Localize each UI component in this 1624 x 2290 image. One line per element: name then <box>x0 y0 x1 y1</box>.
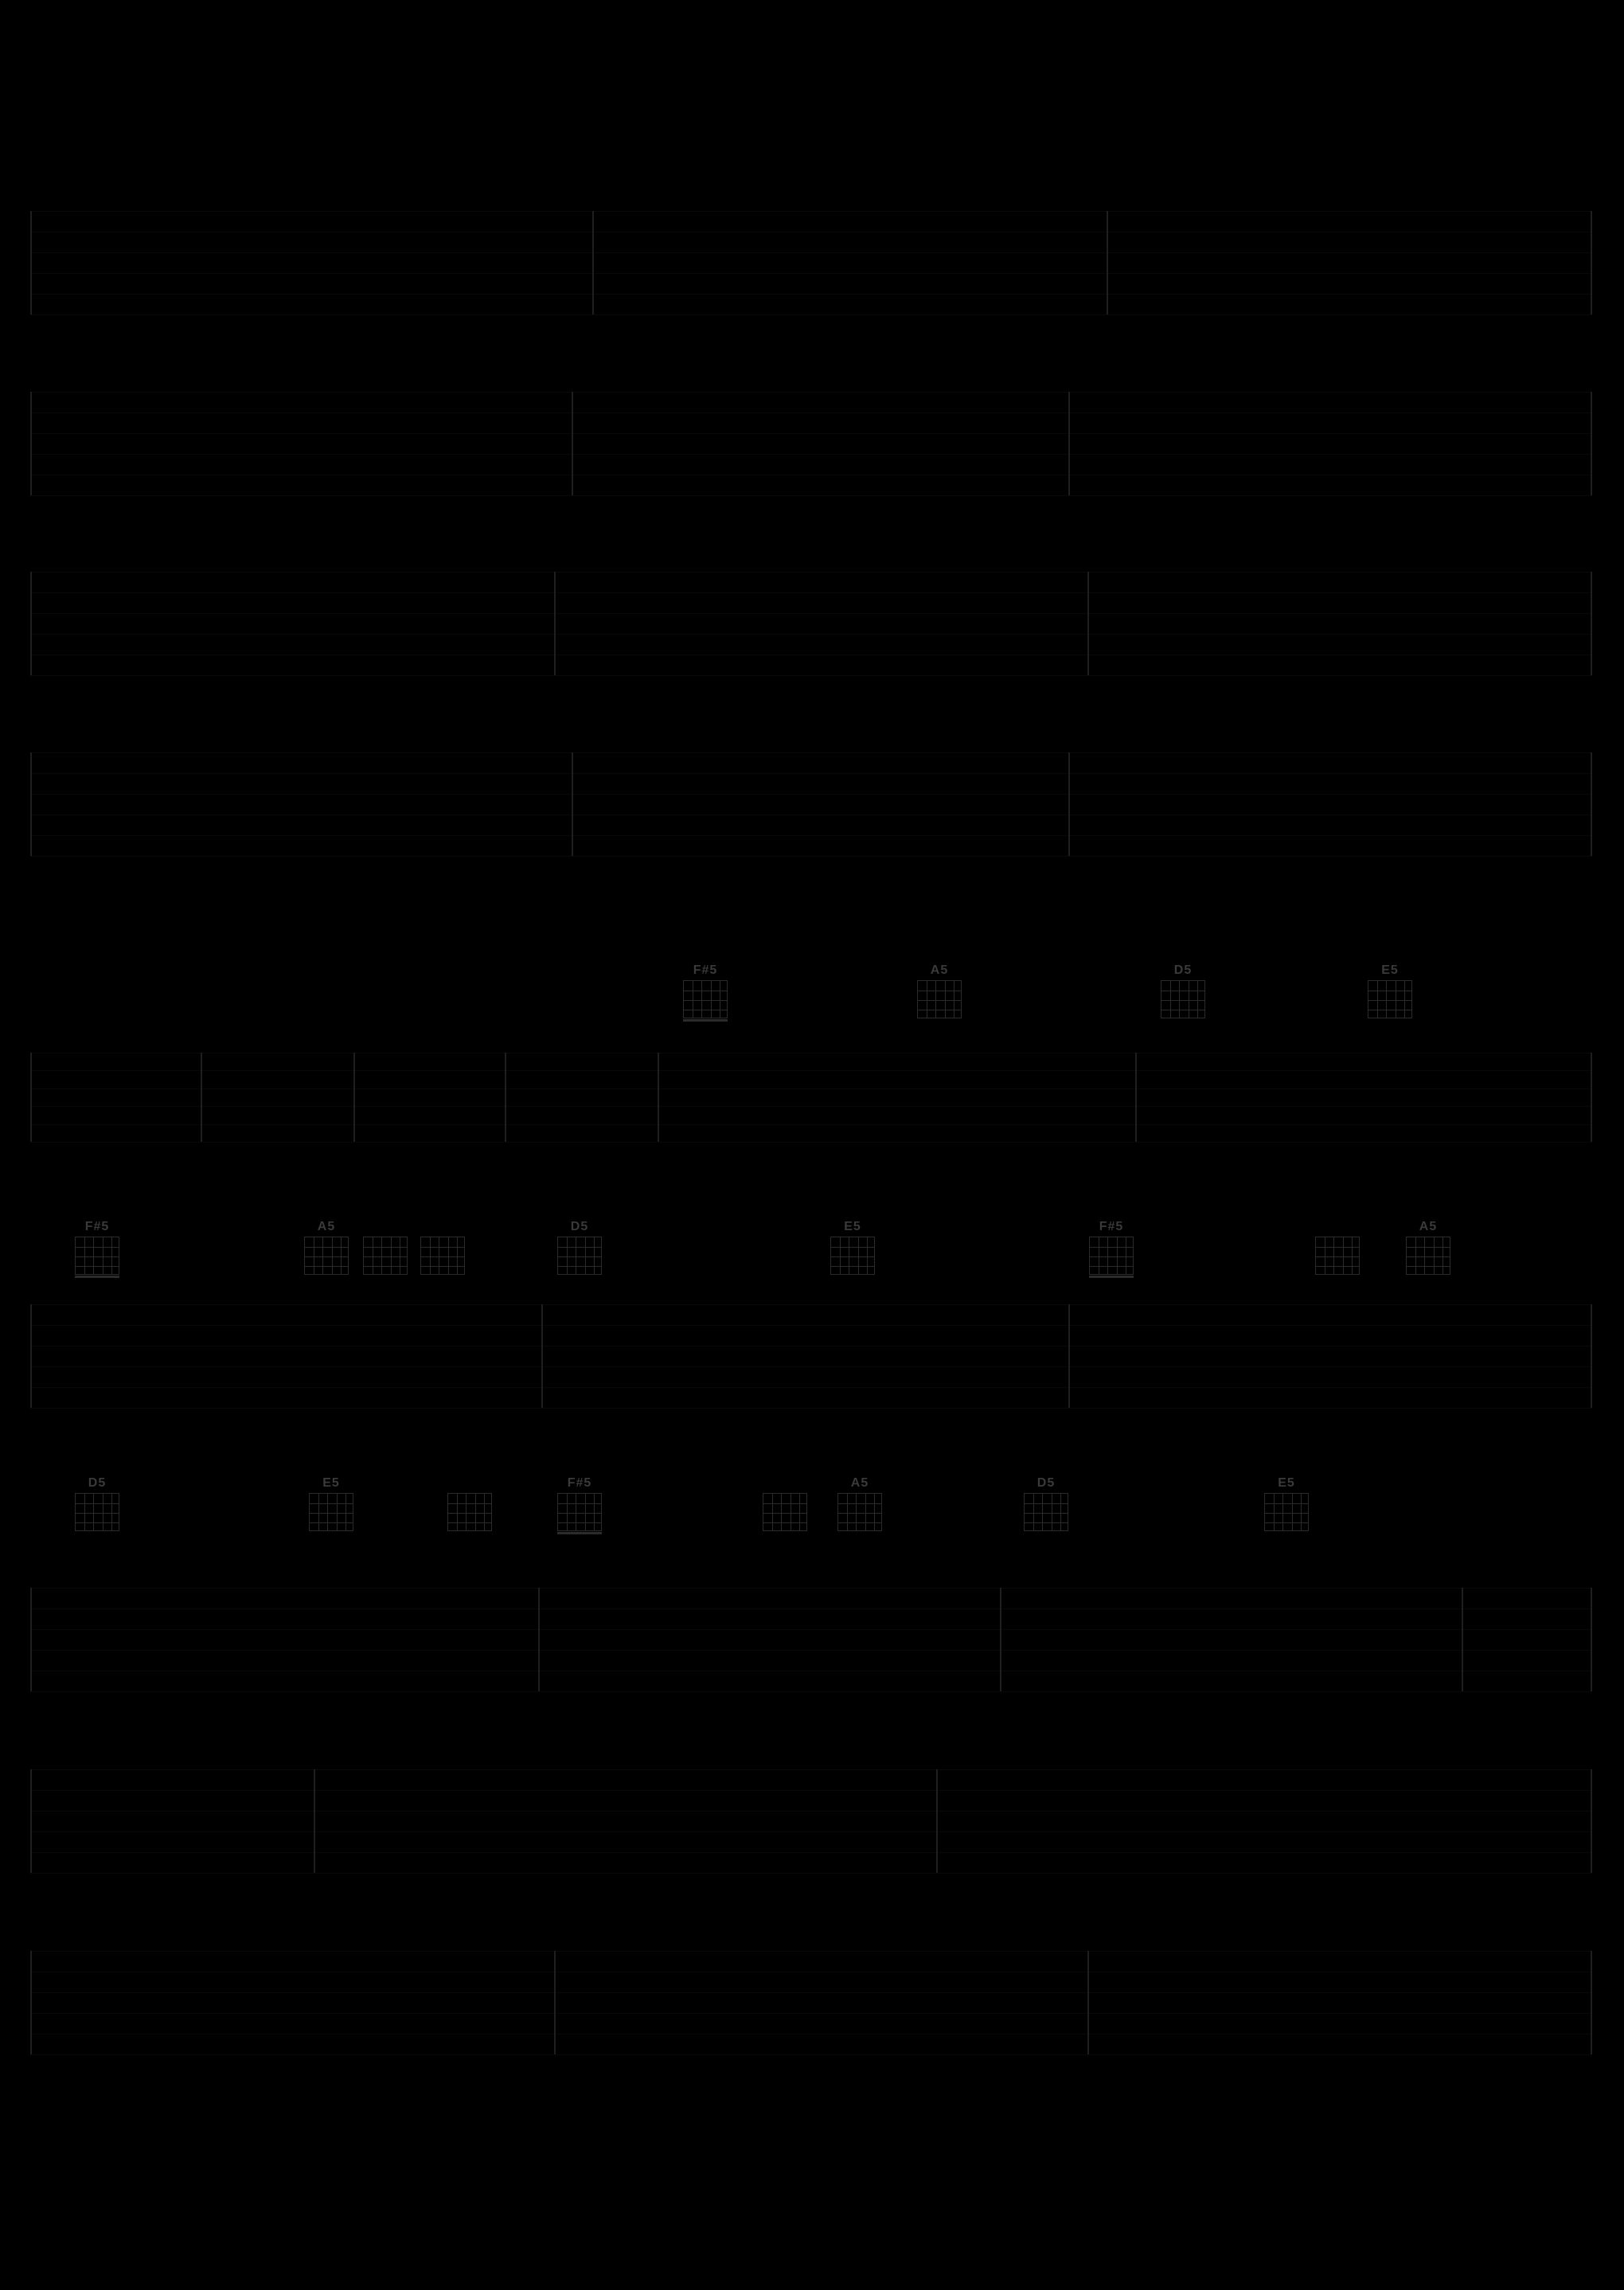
fret-string-line <box>111 1494 112 1530</box>
fret-string-line <box>1415 1237 1416 1274</box>
fret-wire-line <box>1368 1000 1411 1001</box>
fret-wire-line <box>310 1522 353 1523</box>
tab-string-line <box>30 1387 1592 1388</box>
barline <box>30 392 32 495</box>
fret-wire-line <box>448 1522 491 1523</box>
tab-string-line <box>30 592 1592 593</box>
chord-diagram-label: F#5 <box>567 1476 592 1490</box>
fret-string-line <box>430 1237 431 1274</box>
tab-string-line <box>30 2013 1592 2014</box>
chord-diagram <box>557 1476 602 1531</box>
fret-wire-line <box>310 1503 353 1504</box>
fret-string-line <box>327 1494 328 1530</box>
fret-wire-line <box>1316 1247 1359 1248</box>
fret-wire-line <box>1090 1256 1133 1257</box>
staff-system <box>0 572 1624 675</box>
fret-wire-line <box>448 1503 491 1504</box>
fret-wire-line <box>1407 1256 1450 1257</box>
fret-wire-line <box>1090 1266 1133 1267</box>
chord-diagram-label: E5 <box>322 1476 340 1490</box>
fret-string-line <box>701 981 702 1018</box>
chord-fretboard-grid <box>1368 980 1412 1018</box>
tab-string-line <box>30 794 1592 795</box>
fret-wire-line <box>1265 1503 1308 1504</box>
chord-diagram <box>683 963 728 1018</box>
fret-wire-line <box>1161 1000 1204 1001</box>
fret-wire-line <box>305 1266 348 1267</box>
fret-wire-line <box>838 1522 881 1523</box>
chord-diagram <box>363 1220 408 1275</box>
tab-string-line <box>30 1070 1592 1071</box>
chord-fretboard-grid <box>309 1493 353 1531</box>
tab-string-line <box>30 1106 1592 1107</box>
barline <box>538 1588 540 1691</box>
tab-string-line <box>30 1304 1592 1305</box>
tab-string-line <box>30 1691 1592 1692</box>
fret-wire-line <box>1407 1247 1450 1248</box>
fret-string-line <box>1274 1494 1275 1530</box>
fret-string-line <box>484 1494 485 1530</box>
fret-wire-line <box>421 1247 464 1248</box>
fret-string-line <box>847 1494 848 1530</box>
fret-string-line <box>945 981 946 1018</box>
chord-diagram <box>1406 1220 1450 1275</box>
barline <box>592 211 594 315</box>
barline <box>1107 211 1108 315</box>
tab-string-line <box>30 1992 1592 1993</box>
chord-fretboard-grid <box>1089 1237 1134 1275</box>
barline <box>1000 1588 1001 1691</box>
barline <box>1087 1951 1089 2054</box>
tab-string-line <box>30 2054 1592 2055</box>
chord-fretboard-grid <box>1406 1237 1450 1275</box>
fret-wire-line <box>1265 1522 1308 1523</box>
barline <box>658 1053 659 1142</box>
staff-system <box>0 1769 1624 1873</box>
chord-diagram <box>75 1476 119 1531</box>
fret-wire-line <box>305 1256 348 1257</box>
fret-wire-line <box>364 1247 407 1248</box>
fret-string-line <box>1301 1494 1302 1530</box>
fret-wire-line <box>558 1513 601 1514</box>
fret-string-line <box>585 1237 586 1274</box>
fret-string-line <box>318 1494 319 1530</box>
tab-string-line <box>30 211 1592 212</box>
fret-string-line <box>799 1494 800 1530</box>
tab-string-line <box>30 1088 1592 1089</box>
fret-string-line <box>84 1494 85 1530</box>
fret-wire-line <box>76 1522 119 1523</box>
staff-system <box>0 1588 1624 1691</box>
fret-wire-line <box>558 1256 601 1257</box>
barline <box>1135 1053 1137 1142</box>
chord-fretboard-grid <box>1264 1493 1309 1531</box>
tab-string-line <box>30 1769 1592 1770</box>
fret-string-line <box>781 1494 782 1530</box>
tab-string-line <box>30 1650 1592 1651</box>
chord-diagram-label: E5 <box>1381 963 1399 977</box>
chord-diagram <box>75 1220 119 1275</box>
chord-diagram <box>1368 963 1412 1018</box>
chord-diagram-label: D5 <box>1173 963 1193 977</box>
barline <box>1068 752 1070 856</box>
chord-diagram-label: A5 <box>1419 1220 1438 1233</box>
fret-wire-line <box>763 1513 806 1514</box>
tab-string-line <box>30 1790 1592 1791</box>
tab-string-line <box>30 1142 1592 1143</box>
barline <box>1591 1769 1592 1873</box>
chord-diagram-label: A5 <box>930 963 949 977</box>
chord-fretboard-grid <box>420 1237 465 1275</box>
fret-string-line <box>865 1494 866 1530</box>
chord-fretboard-grid <box>363 1237 408 1275</box>
barline <box>554 1951 556 2054</box>
fret-string-line <box>1292 1494 1293 1530</box>
chord-fretboard-grid <box>1161 980 1205 1018</box>
fret-string-line <box>711 981 712 1018</box>
fret-string-line <box>345 1494 346 1530</box>
fret-string-line <box>466 1494 467 1530</box>
fret-string-line <box>332 1237 333 1274</box>
fret-wire-line <box>558 1266 601 1267</box>
fret-wire-line <box>310 1513 353 1514</box>
fret-string-line <box>1282 1494 1283 1530</box>
chord-fretboard-grid <box>1315 1237 1360 1275</box>
fret-string-line <box>1170 981 1171 1018</box>
fret-wire-line <box>448 1513 491 1514</box>
fret-string-line <box>856 1494 857 1530</box>
fret-string-line <box>1424 1237 1425 1274</box>
barline <box>554 572 556 675</box>
fret-wire-line <box>763 1522 806 1523</box>
tab-string-line <box>30 392 1592 393</box>
tab-string-line <box>30 294 1592 295</box>
fret-string-line <box>93 1237 94 1274</box>
fret-wire-line <box>558 1522 601 1523</box>
tab-string-line <box>30 1588 1592 1589</box>
chord-fretboard-grid <box>837 1493 882 1531</box>
fret-wire-line <box>364 1256 407 1257</box>
barline <box>1462 1588 1463 1691</box>
chord-fretboard-grid <box>447 1493 492 1531</box>
fret-wire-line <box>558 1503 601 1504</box>
barline <box>1591 1053 1592 1142</box>
barline <box>30 1769 32 1873</box>
fret-string-line <box>1352 1237 1353 1274</box>
tab-string-line <box>30 675 1592 676</box>
fret-wire-line <box>1316 1266 1359 1267</box>
fret-wire-line <box>1025 1522 1068 1523</box>
chord-fretboard-grid <box>304 1237 349 1275</box>
fret-wire-line <box>763 1503 806 1504</box>
barline <box>505 1053 506 1142</box>
nut-marker <box>75 1276 119 1278</box>
fret-wire-line <box>838 1503 881 1504</box>
fret-wire-line <box>1316 1256 1359 1257</box>
fret-string-line <box>594 1237 595 1274</box>
tab-string-line <box>30 232 1592 233</box>
chord-diagram <box>917 963 962 1018</box>
chord-fretboard-grid <box>75 1493 119 1531</box>
barline <box>1591 572 1592 675</box>
barline <box>30 211 32 315</box>
tab-string-line <box>30 1608 1592 1609</box>
fret-string-line <box>322 1237 323 1274</box>
barline <box>572 392 573 495</box>
tab-string-line <box>30 1366 1592 1367</box>
chord-fretboard-grid <box>75 1237 119 1275</box>
chord-diagram-label: E5 <box>1278 1476 1295 1490</box>
fret-string-line <box>594 1494 595 1530</box>
chord-diagram <box>557 1220 602 1275</box>
barline <box>30 1304 32 1408</box>
tab-string-line <box>30 273 1592 274</box>
fret-wire-line <box>831 1266 874 1267</box>
tab-string-line <box>30 752 1592 753</box>
fret-string-line <box>858 1237 859 1274</box>
chord-diagram <box>420 1220 465 1275</box>
fret-wire-line <box>364 1266 407 1267</box>
barline <box>1591 211 1592 315</box>
chord-diagram-label: F#5 <box>1099 1220 1124 1233</box>
nut-marker <box>1089 1276 1134 1278</box>
tab-string-line <box>30 1831 1592 1832</box>
tab-string-line <box>30 773 1592 774</box>
fret-wire-line <box>76 1256 119 1257</box>
chord-diagram-label: A5 <box>317 1220 336 1233</box>
barline <box>572 752 573 856</box>
fret-string-line <box>1386 981 1387 1018</box>
tab-string-line <box>30 634 1592 635</box>
tab-string-line <box>30 412 1592 413</box>
fret-wire-line <box>76 1513 119 1514</box>
fret-wire-line <box>1025 1513 1068 1514</box>
chord-diagram-label: A5 <box>850 1476 869 1490</box>
tab-string-line <box>30 495 1592 496</box>
tab-string-line <box>30 1873 1592 1874</box>
barline <box>30 752 32 856</box>
fret-string-line <box>381 1237 382 1274</box>
fret-string-line <box>874 1494 875 1530</box>
tab-string-line <box>30 613 1592 614</box>
staff-system <box>0 392 1624 495</box>
chord-diagram-label: F#5 <box>84 1220 110 1233</box>
fret-string-line <box>935 981 936 1018</box>
tab-string-line <box>30 433 1592 434</box>
fret-wire-line <box>684 1000 727 1001</box>
fret-string-line <box>1377 981 1378 1018</box>
tab-string-line <box>30 1852 1592 1853</box>
barline <box>30 1951 32 2054</box>
fret-wire-line <box>76 1266 119 1267</box>
fret-string-line <box>93 1494 94 1530</box>
barline <box>1591 1588 1592 1691</box>
fret-string-line <box>84 1237 85 1274</box>
fret-string-line <box>567 1494 568 1530</box>
fret-string-line <box>1442 1237 1443 1274</box>
chord-fretboard-grid <box>917 980 962 1018</box>
fret-string-line <box>585 1494 586 1530</box>
fret-string-line <box>1033 1494 1034 1530</box>
barline <box>30 1588 32 1691</box>
fret-string-line <box>448 1237 449 1274</box>
chord-diagram <box>837 1476 882 1531</box>
chord-diagram <box>447 1476 492 1531</box>
chord-diagram <box>763 1476 807 1531</box>
barline <box>1068 1304 1070 1408</box>
fret-wire-line <box>831 1256 874 1257</box>
fret-string-line <box>457 1237 458 1274</box>
chord-diagram-label: D5 <box>1036 1476 1056 1490</box>
fret-string-line <box>1179 981 1180 1018</box>
barline <box>541 1304 543 1408</box>
tab-string-line <box>30 1408 1592 1409</box>
nut-marker <box>557 1532 602 1534</box>
fret-string-line <box>1060 1494 1061 1530</box>
barline <box>1591 1951 1592 2054</box>
chord-diagram-label: D5 <box>88 1476 107 1490</box>
chord-diagram-label: F#5 <box>693 963 718 977</box>
tab-string-line <box>30 252 1592 253</box>
chord-fretboard-grid <box>557 1493 602 1531</box>
staff-system <box>0 752 1624 856</box>
chord-diagram <box>1024 1476 1068 1531</box>
barline <box>353 1053 355 1142</box>
fret-string-line <box>111 1237 112 1274</box>
barline <box>314 1769 315 1873</box>
fret-wire-line <box>558 1247 601 1248</box>
fret-wire-line <box>421 1256 464 1257</box>
barline <box>936 1769 938 1873</box>
chord-diagram <box>1315 1220 1360 1275</box>
fret-wire-line <box>1025 1503 1068 1504</box>
fret-string-line <box>1434 1237 1435 1274</box>
chord-diagram <box>1089 1220 1134 1275</box>
fret-string-line <box>1197 981 1198 1018</box>
fret-wire-line <box>1265 1513 1308 1514</box>
barline <box>1087 572 1089 675</box>
fret-wire-line <box>421 1266 464 1267</box>
chord-diagram <box>1264 1476 1309 1531</box>
fret-wire-line <box>305 1247 348 1248</box>
fret-string-line <box>1404 981 1405 1018</box>
fret-wire-line <box>76 1247 119 1248</box>
tab-string-line <box>30 856 1592 857</box>
fret-wire-line <box>76 1503 119 1504</box>
chord-fretboard-grid <box>683 980 728 1018</box>
fret-wire-line <box>838 1513 881 1514</box>
chord-diagram-label: D5 <box>570 1220 589 1233</box>
chord-fretboard-grid <box>1024 1493 1068 1531</box>
fret-string-line <box>1343 1237 1344 1274</box>
nut-marker <box>683 1019 728 1022</box>
tab-string-line <box>30 835 1592 836</box>
barline <box>30 572 32 675</box>
staff-system <box>0 1951 1624 2054</box>
chord-diagram-label: E5 <box>844 1220 861 1233</box>
barline <box>1068 392 1070 495</box>
fret-wire-line <box>1090 1247 1133 1248</box>
fret-string-line <box>457 1494 458 1530</box>
staff-system <box>0 1304 1624 1408</box>
fret-string-line <box>337 1494 338 1530</box>
chord-diagram <box>1161 963 1205 1018</box>
barline <box>1591 752 1592 856</box>
chord-diagram <box>830 1220 875 1275</box>
chord-diagram <box>304 1220 349 1275</box>
fret-string-line <box>772 1494 773 1530</box>
fret-string-line <box>840 1237 841 1274</box>
fret-wire-line <box>918 1000 961 1001</box>
chord-fretboard-grid <box>763 1493 807 1531</box>
fret-string-line <box>1107 1237 1108 1274</box>
fret-string-line <box>391 1237 392 1274</box>
fret-string-line <box>1117 1237 1118 1274</box>
staff-system <box>0 211 1624 315</box>
barline <box>1591 392 1592 495</box>
fret-string-line <box>867 1237 868 1274</box>
fret-string-line <box>567 1237 568 1274</box>
barline <box>1591 1304 1592 1408</box>
tab-string-line <box>30 454 1592 455</box>
chord-fretboard-grid <box>557 1237 602 1275</box>
chord-diagram <box>309 1476 353 1531</box>
tab-string-line <box>30 1124 1592 1125</box>
tab-string-line <box>30 1325 1592 1326</box>
fret-string-line <box>1042 1494 1043 1530</box>
fret-wire-line <box>1407 1266 1450 1267</box>
fret-string-line <box>475 1494 476 1530</box>
chord-fretboard-grid <box>830 1237 875 1275</box>
fret-string-line <box>341 1237 342 1274</box>
fret-string-line <box>1333 1237 1334 1274</box>
staff-system <box>0 1053 1624 1142</box>
barline <box>201 1053 202 1142</box>
fret-wire-line <box>831 1247 874 1248</box>
barline <box>30 1053 32 1142</box>
tab-string-line <box>30 1951 1592 1952</box>
tab-string-line <box>30 1629 1592 1630</box>
